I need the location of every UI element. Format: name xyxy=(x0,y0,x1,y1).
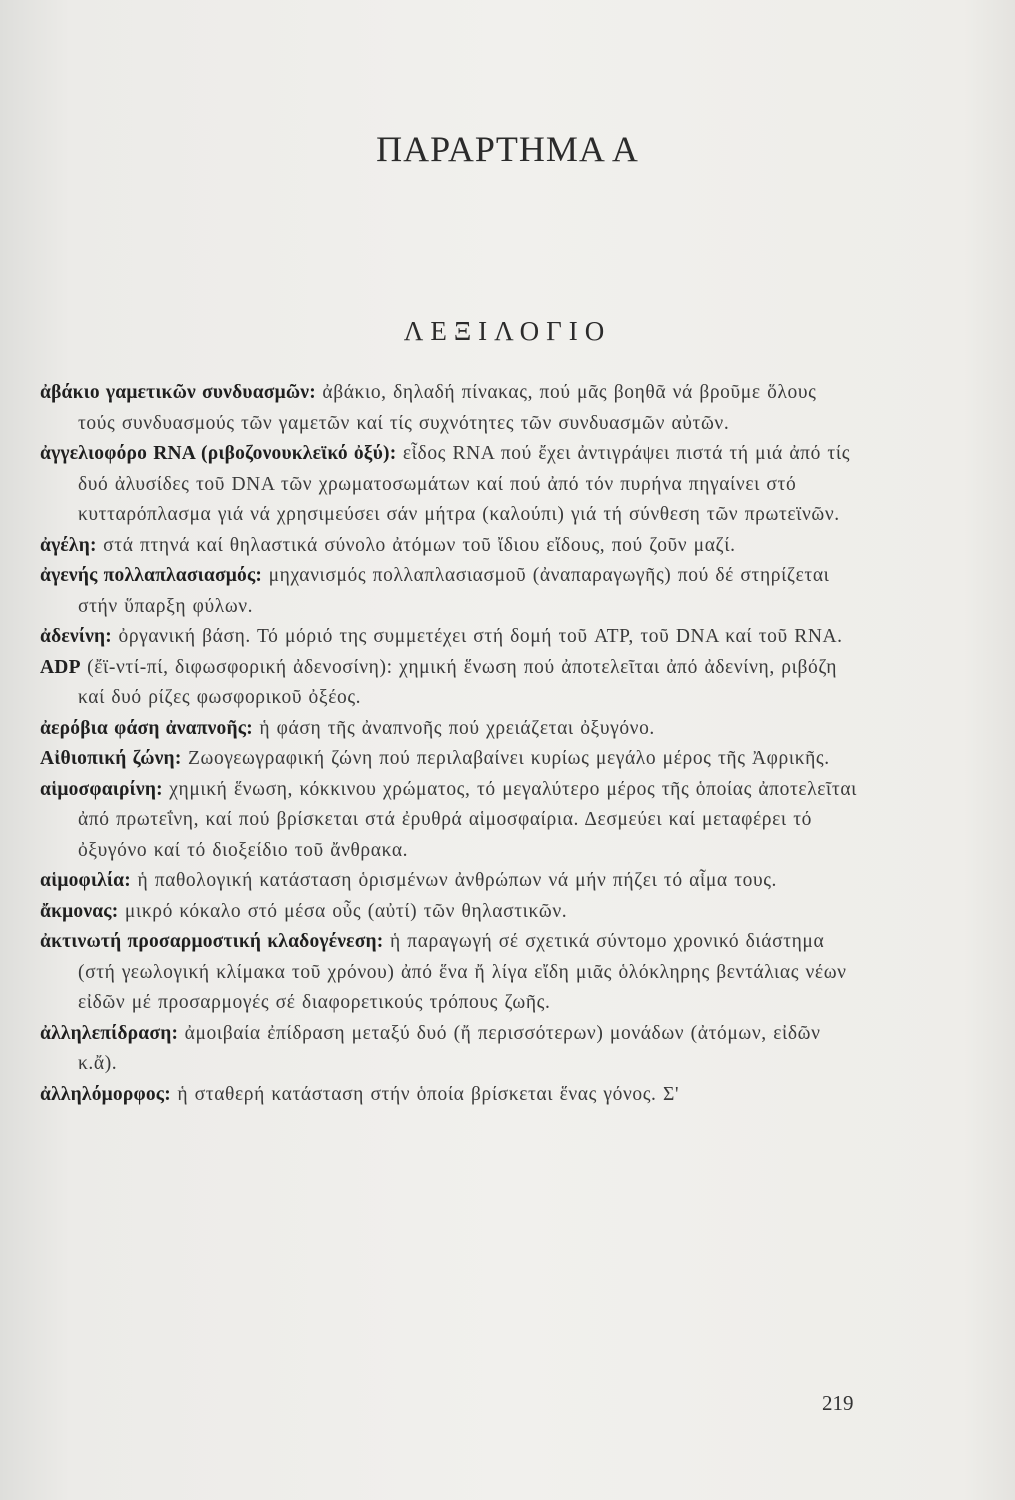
glossary-entries xyxy=(40,378,858,1110)
entry-term: ἀβάκιο γαμετικῶν συνδυασμῶν: xyxy=(40,382,316,403)
glossary-entry xyxy=(40,622,858,653)
glossary-entry xyxy=(40,927,858,1019)
entry-term: ἀλληλεπίδραση: xyxy=(40,1022,179,1044)
entry-definition: στά πτηνά καί θηλαστικά σύνολο ἀτόμων τοῦ ἴδιου εἴδους, πού ζοῦν μαζί. xyxy=(103,534,736,556)
glossary-entry xyxy=(40,653,858,714)
entry-definition: εἶδος RNA πού ἔχει ἀντιγράψει πιστά τή μιά ἀπό τίς δυό ἀλυσίδες τοῦ DNA τῶν χρωματοσωμάτων καί πού ἀπό τόν πυρήνα πηγαίνει στό κυτταρόπλασμα γιά νά χρησιμεύσει σάν μήτρα (καλούπι) γιά τή σύνθεση τῶν πρωτεϊνῶν. xyxy=(78,443,851,525)
entry-definition: (ἔϊ-ντί-πί, διφωσφορική ἀδενοσίνη): χημική ἕνωση πού ἀποτελεῖται ἀπό ἀδενίνη, ριβόζη καί δυό ρίζες φωσφορικοῦ ὀξέος. xyxy=(78,656,838,708)
glossary-entry xyxy=(40,378,858,439)
entry-definition: μηχανισμός πολλαπλασιασμοῦ (ἀναπαραγωγῆς) πού δέ στηρίζεται στήν ὕπαρξη φύλων. xyxy=(78,565,830,617)
entry-term: ἀγέλη: xyxy=(40,534,97,556)
entry-term: ἀλληλόμορφος: xyxy=(40,1083,171,1105)
glossary-entry xyxy=(40,866,858,897)
entry-definition: μικρό κόκαλο στό μέσα οὖς (αὐτί) τῶν θηλαστικῶν. xyxy=(124,900,568,922)
appendix-title: ΠΑΡΑΡΤΗΜΑ Α xyxy=(376,129,639,169)
entry-term: αἱμοσφαιρίνη: xyxy=(40,778,163,800)
glossary-entry xyxy=(40,1080,858,1111)
page-number: 219 xyxy=(822,1391,854,1415)
entry-term: ἀγενής πολλαπλασιασμός: xyxy=(40,565,263,586)
entry-definition: χημική ἕνωση, κόκκινου χρώματος, τό μεγαλύτερο μέρος τῆς ὁποίας ἀποτελεῖται ἀπό πρωτεΐνη, καί πού βρίσκεται στά ἐρυθρά αἱμοσφαίρια. Δεσμεύει καί μεταφέρει τό ὀξυγόνο καί τό διοξείδιο τοῦ ἄνθρακα. xyxy=(78,778,857,861)
glossary-title: ΛΕΞΙΛΟΓΙΟ xyxy=(403,316,612,346)
entry-term: ADP xyxy=(40,656,81,678)
entry-definition: ἡ σταθερή κατάσταση στήν ὁποία βρίσκεται ἕνας γόνος. Σ' xyxy=(177,1083,680,1105)
glossary-entry xyxy=(40,714,858,745)
entry-definition: Ζωογεωγραφική ζώνη πού περιλαβαίνει κυρίως μεγάλο μέρος τῆς Ἀφρικῆς. xyxy=(188,748,830,769)
entry-term: ἀγγελιοφόρο RNA (ριβοζονουκλεϊκό ὀξύ): xyxy=(40,443,397,464)
entry-term: ἀερόβια φάση ἀναπνοῆς: xyxy=(40,717,253,739)
entry-term: ἄκμονας: xyxy=(40,900,119,922)
glossary-entry xyxy=(40,531,858,562)
entry-definition: ἡ παθολογική κατάσταση ὁρισμένων ἀνθρώπων νά μήν πήζει τό αἷμα τους. xyxy=(137,870,778,891)
entry-term: ἀκτινωτή προσαρμοστική κλαδογένεση: xyxy=(40,931,384,952)
entry-term: ἀδενίνη: xyxy=(40,626,112,647)
glossary-entry xyxy=(40,744,858,775)
entry-term: αἱμοφιλία: xyxy=(40,870,131,891)
entry-definition: ἀμοιβαία ἐπίδραση μεταξύ δυό (ἤ περισσότερων) μονάδων (ἀτόμων, εἰδῶν κ.ἄ). xyxy=(78,1022,821,1074)
entry-definition: ἀβάκιο, δηλαδή πίνακας, πού μᾶς βοηθᾶ νά βροῦμε ὅλους τούς συνδυασμούς τῶν γαμετῶν καί τίς συχνότητες τῶν συνδυασμῶν αὐτῶν. xyxy=(78,382,817,434)
glossary-entry xyxy=(40,897,858,928)
entry-definition: ἡ παραγωγή σέ σχετικά σύντομο χρονικό διάστημα (στή γεωλογική κλίμακα τοῦ χρόνου) ἀπό ἕνα ἤ λίγα εἴδη μιᾶς ὁλόκληρης βεντάλιας νέων εἰδῶν μέ προσαρμογές σέ διαφορετικούς τρόπους ζωῆς. xyxy=(78,931,847,1013)
glossary-entry xyxy=(40,1019,858,1080)
glossary-entry xyxy=(40,561,858,622)
glossary-entry xyxy=(40,775,858,867)
entry-term: Αἰθιοπική ζώνη: xyxy=(40,748,182,769)
glossary-entry xyxy=(40,439,858,531)
entry-definition: ὀργανική βάση. Τό μόριό της συμμετέχει στή δομή τοῦ ATP, τοῦ DNA καί τοῦ RNA. xyxy=(118,626,843,647)
entry-definition: ἡ φάση τῆς ἀναπνοῆς πού χρειάζεται ὀξυγόνο. xyxy=(259,717,655,739)
